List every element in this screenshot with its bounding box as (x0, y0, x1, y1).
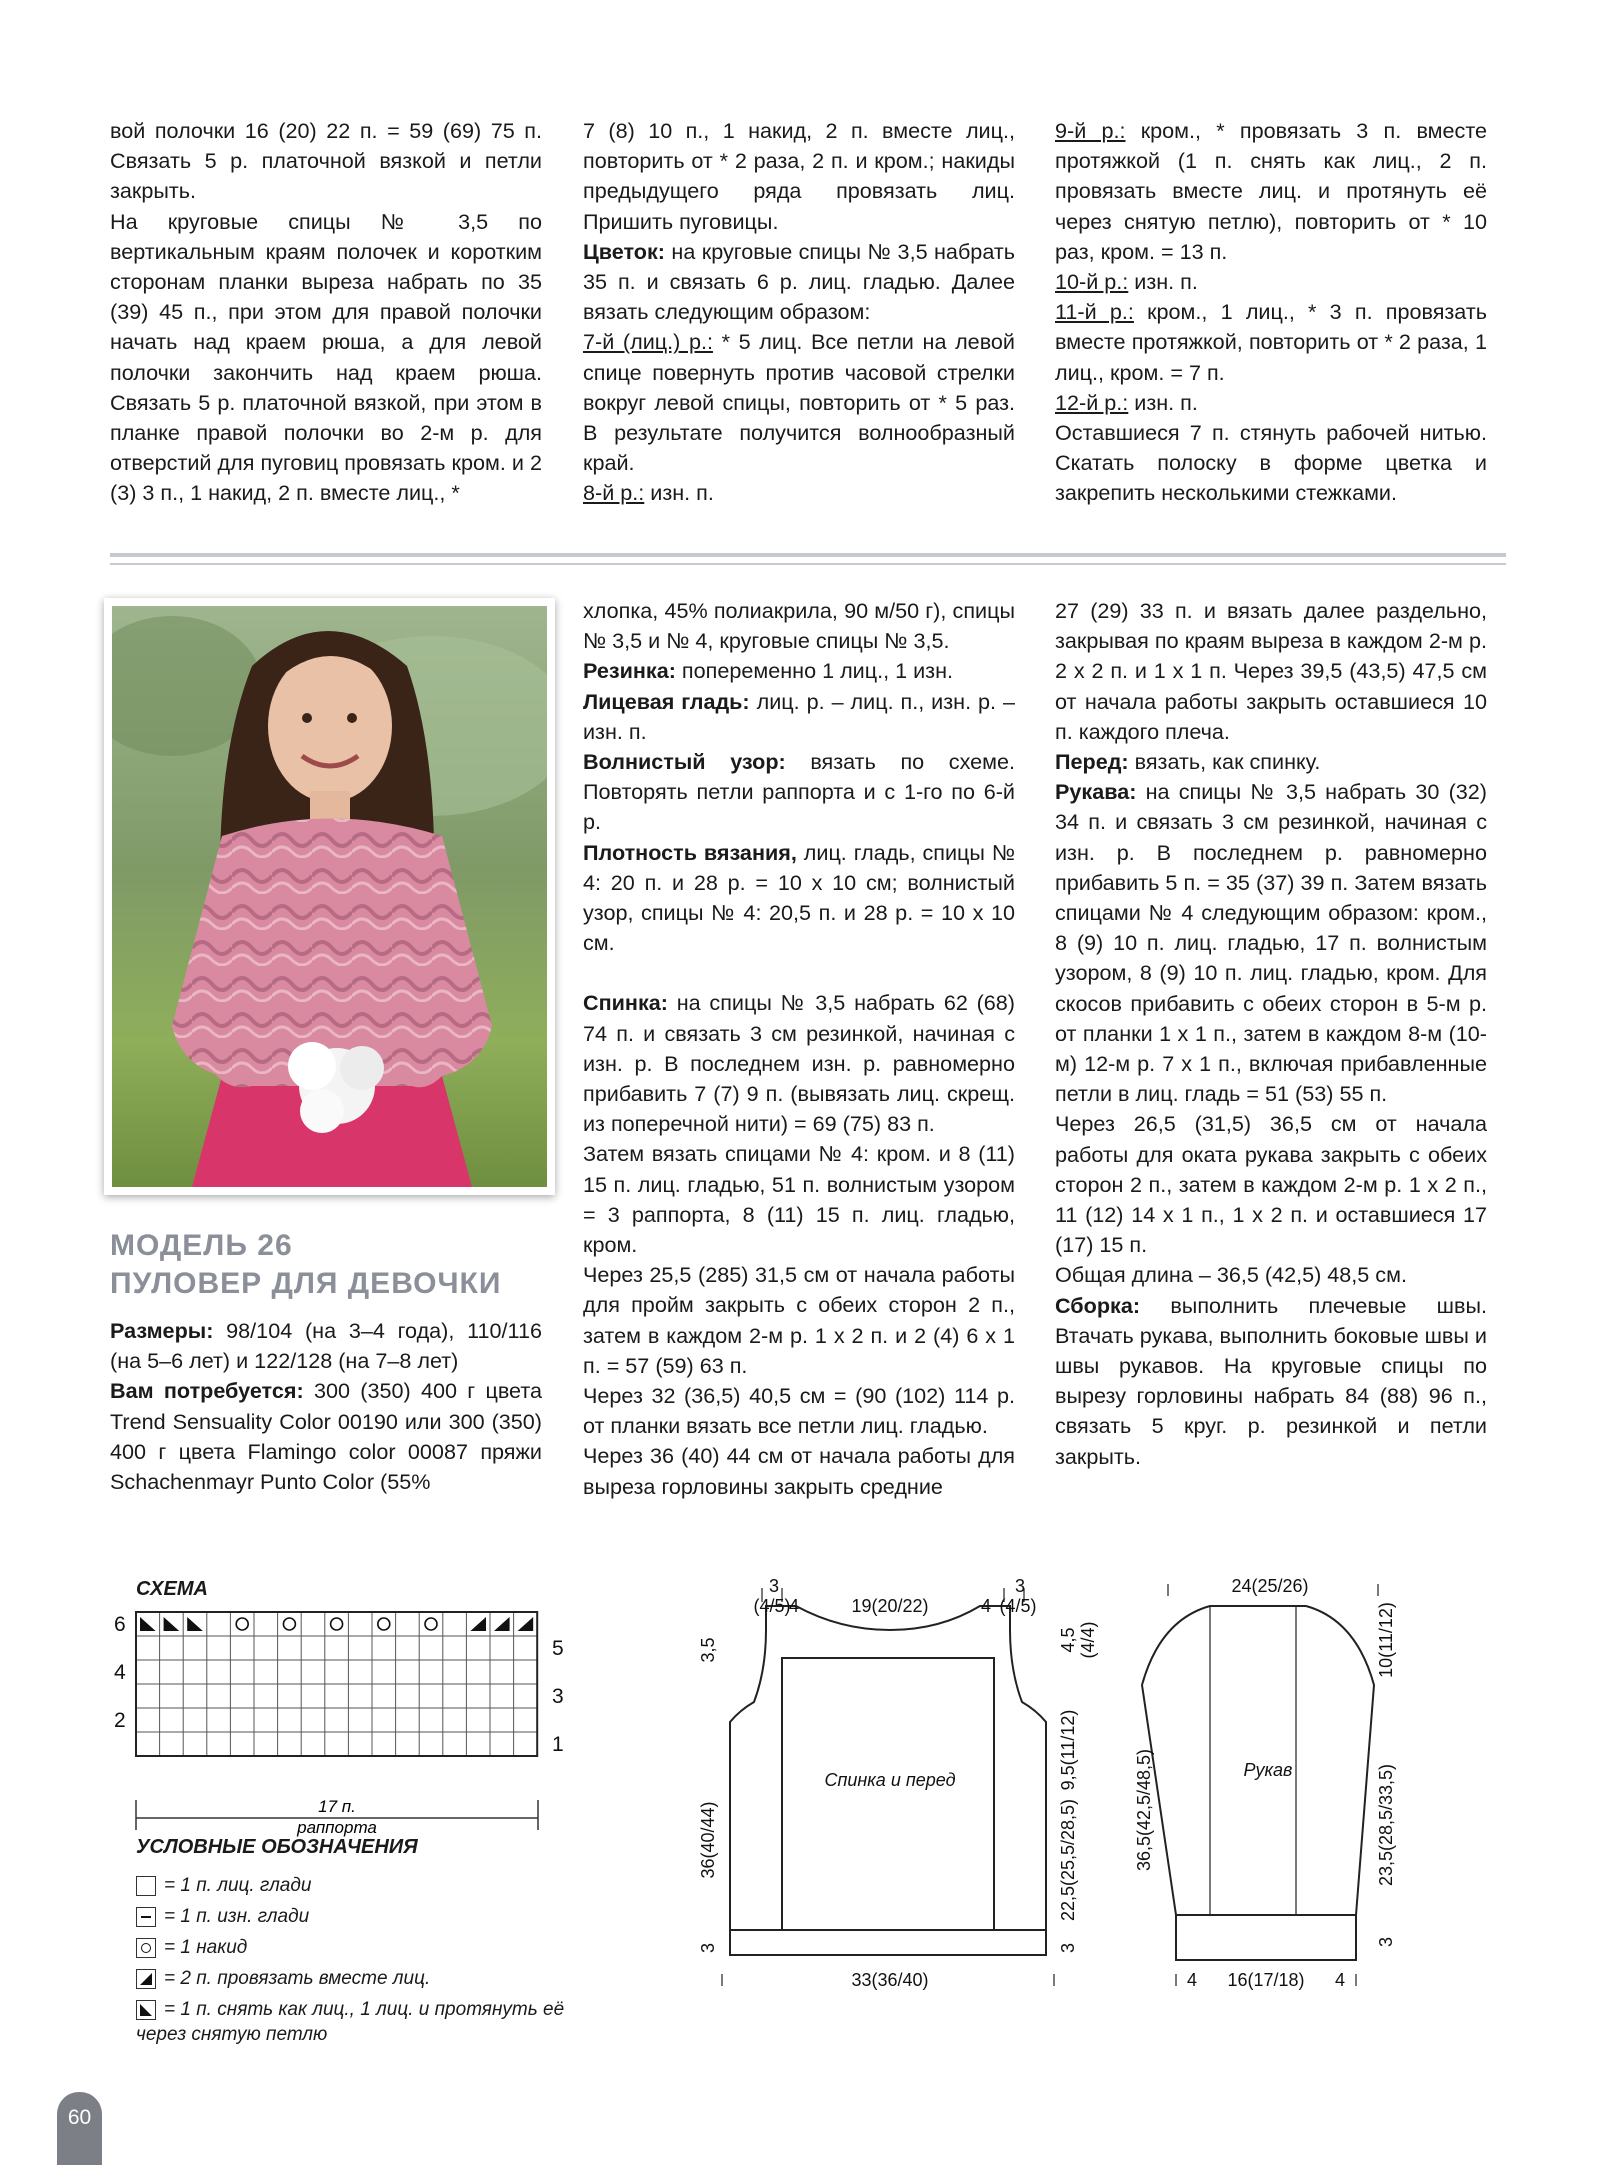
spacer (583, 958, 1015, 988)
paragraph: 27 (29) 33 п. и вязать далее раздельно, закрывая по краям выреза в каждом 2-м р. 2 х 2 п. и 1 х 1 п. Через 39,5 (43,5) 47,5 см от начала работы закрыть оставшиеся 10 п. каждого плеча. (1055, 598, 1487, 744)
assembly-label: Сборка: (1055, 1292, 1141, 1318)
knit-stitch-icon (136, 1876, 156, 1896)
legend-item (136, 1932, 564, 1963)
k2tog-icon (494, 1617, 510, 1631)
front-label: Перед: (1055, 749, 1129, 775)
row7-label: 7-й (лиц.) р.: (583, 329, 713, 355)
paragraph (583, 988, 1015, 1139)
legend-text: = 1 п. изн. глади (164, 1906, 310, 1927)
dim-label: 3 (768, 1576, 780, 1596)
model-photo (104, 598, 555, 1195)
dim-label: 4 (980, 1596, 992, 1616)
title-line-1: МОДЕЛЬ 26 (110, 1229, 293, 1262)
row-label-left: 4 (114, 1661, 126, 1684)
legend-item (136, 1963, 564, 1994)
model-info (110, 1316, 542, 1497)
dim-label: 3 (698, 1942, 718, 1954)
front-text: вязать, как спинку. (1128, 749, 1321, 775)
repeat-label: 17 п. (318, 1797, 356, 1816)
k2tog-icon (518, 1617, 534, 1631)
skpo-icon (187, 1617, 203, 1631)
flower-text: на круговые спицы № 3,5 набрать 35 п. и связать 6 р. лиц. гладью. Далее вязать следующим образом: (583, 238, 1015, 325)
dim-label: 22,5(25,5/28,5) (1058, 1798, 1078, 1922)
row11-label: 11-й р.: (1055, 299, 1134, 325)
mid-column-2 (583, 596, 1015, 1502)
chart-symbols (140, 1617, 533, 1631)
legend-text: = 1 п. лиц. глади (164, 1875, 312, 1896)
model-title (110, 1227, 501, 1303)
sleeve-text: на спицы № 3,5 набрать 30 (32) 34 п. и связать 3 см резинкой, начиная с изн. р. В последнем р. равномерно прибавить 5 п. = 35 (37) 39 п. Затем вязать спицами № 4 следующим образом: кром., 8 (9) 10 п. лиц. гладью, 17 п. волнистым узором, 8 (9) 10 п. лиц. гладью, кром. Для скосов прибавить с обеих сторон в 5-м р. от планки 1 х 1 п., затем в каждом 8-м (10-м) 12-м р. 7 х 1 п., включая прибавленные петли в лиц. гладь = 51 (53) 55 п. (1055, 779, 1487, 1107)
yarn-over-icon (331, 1618, 343, 1630)
schema-title: СХЕМА (136, 1578, 208, 1600)
paragraph (110, 1316, 542, 1376)
paragraph (1055, 388, 1487, 418)
piece-label: Спинка и перед (824, 1770, 956, 1790)
legend-title: УСЛОВНЫЕ ОБОЗНАЧЕНИЯ (136, 1836, 418, 1858)
row-label-left: 2 (114, 1709, 126, 1732)
paragraph (583, 747, 1015, 838)
paragraph (1055, 747, 1487, 777)
divider (110, 563, 1506, 565)
dim-label: 36(40/44) (698, 1801, 718, 1879)
paragraph (1055, 297, 1487, 388)
divider (110, 553, 1506, 557)
dim-label: (4/4) (1078, 1621, 1098, 1659)
dim-label: 16(17/18) (1227, 1970, 1305, 1990)
dim-label: 3 (1376, 1936, 1396, 1948)
skpo-icon (136, 2000, 156, 2020)
yarn-over-icon (136, 1938, 156, 1958)
sleeve-label: Рукава: (1055, 779, 1137, 805)
row12-text: изн. п. (1128, 389, 1198, 415)
row-label-right: 1 (552, 1733, 564, 1756)
dim-label: 24(25/26) (1231, 1576, 1309, 1596)
paragraph: хлопка, 45% полиакрила, 90 м/50 г), спицы № 3,5 и № 4, круговые спицы № 3,5. (583, 598, 1015, 654)
title-line-2: ПУЛОВЕР ДЛЯ ДЕВОЧКИ (110, 1267, 502, 1300)
legend-item (136, 1870, 564, 1901)
dim-label: 3 (1058, 1942, 1078, 1954)
yarn-over-icon (425, 1618, 437, 1630)
stock-text: лиц. р. – лиц. п., изн. р. – изн. п. (583, 688, 1016, 744)
body-pattern-diagram (690, 1570, 1130, 2010)
paragraph (110, 1376, 542, 1497)
paragraph: Через 25,5 (285) 31,5 см от начала работы для пройм закрыть с обеих сторон 2 п., затем в каждом 2-м р. 1 х 2 п. и 2 (4) 6 х 1 п. = 57 (59) 63 п. (583, 1262, 1015, 1378)
dim-label: 36,5(42,5/48,5) (1134, 1748, 1154, 1872)
mid-column-3 (1055, 596, 1487, 1472)
paragraph (583, 687, 1015, 747)
legend-text: = 1 п. снять как лиц., 1 лиц. и протянуть её (164, 1999, 565, 2020)
flower-label: Цветок: (583, 238, 665, 264)
sizes-label: Размеры: (110, 1318, 214, 1343)
yarn-over-icon (236, 1618, 248, 1630)
paragraph (1055, 267, 1487, 297)
paragraph: Оставшиеся 7 п. стянуть рабочей нитью. Скатать полоску в форме цветка и закрепить несколькими стежками. (1055, 420, 1487, 506)
paragraph (1055, 1291, 1487, 1472)
paragraph (583, 237, 1015, 328)
paragraph: Через 32 (36,5) 40,5 см = (90 (102) 114 р. от планки вязать все петли лиц. гладью. (583, 1383, 1015, 1439)
dim-label: 19(20/22) (851, 1596, 929, 1616)
paragraph: 7 (8) 10 п., 1 накид, 2 п. вместе лиц., повторить от * 2 раза, 2 п. и кром.; накиды предыдущего ряда провязать лиц. Пришить пуговицы. (583, 118, 1015, 234)
density-label: Плотность вязания, (583, 839, 797, 865)
dim-label: 3,5 (698, 1637, 718, 1663)
repeat-label: раппорта (297, 1818, 377, 1837)
paragraph: вой полочки 16 (20) 22 п. = 59 (69) 75 п. Связать 5 р. платочной вязкой и петли закрыть. (110, 118, 542, 204)
dim-label: 10(11/12) (1376, 1602, 1396, 1678)
paragraph (1055, 116, 1487, 267)
row9-text: кром., * провязать 3 п. вместе протяжкой (1 п. снять как лиц., 2 п. провязать вместе лиц. и протянуть её через снятую петлю), повторить от * 10 раз, кром. = 13 п. (1055, 118, 1487, 264)
paragraph (583, 656, 1015, 686)
purl-stitch-icon (136, 1907, 156, 1927)
stock-label: Лицевая гладь: (583, 688, 750, 714)
girl-photo-illustration (112, 606, 547, 1187)
top-column-2 (583, 116, 1015, 509)
wave-text: вязать по схеме. Повторять петли раппорта и с 1-го по 6-й р. (583, 749, 1015, 835)
row10-label: 10-й р.: (1055, 269, 1129, 295)
need-text: 300 (350) 400 г цвета Trend Sensuality Color 00190 или 300 (350) 400 г цвета Flamingo color 00087 пряжи Schachenmayr Punto Color (55% (110, 1378, 543, 1495)
rib-text: попеременно 1 лиц., 1 изн. (675, 658, 954, 684)
row-label-right: 5 (552, 1637, 564, 1660)
skpo-icon (164, 1617, 180, 1631)
row12-label: 12-й р.: (1055, 389, 1129, 415)
dim-label: 33(36/40) (851, 1970, 929, 1990)
skpo-icon (140, 1617, 156, 1631)
body-inner (782, 1658, 994, 1930)
paragraph: Через 36 (40) 44 см от начала работы для выреза горловины закрыть средние (583, 1443, 1015, 1499)
rib-label: Резинка: (583, 658, 676, 684)
dim-label: 3 (1014, 1576, 1026, 1596)
k2tog-icon (136, 1969, 156, 1989)
piece-label: Рукав (1243, 1760, 1293, 1780)
paragraph: Общая длина – 36,5 (42,5) 48,5 см. (1055, 1262, 1407, 1288)
row-label-right: 3 (552, 1685, 564, 1708)
paragraph: Затем вязать спицами № 4: кром. и 8 (11) 15 п. лиц. гладью, 51 п. волнистым узором = 3 раппорта, 8 (11) 15 п. лиц. гладью, кром. (583, 1141, 1015, 1258)
paragraph (583, 838, 1015, 959)
dim-label: 4 (1186, 1970, 1198, 1990)
page-number: 60 (57, 2092, 102, 2165)
paragraph: На круговые спицы № 3,5 по вертикальным краям полочек и коротким сторонам планки выреза набрать по 35 (39) 45 п., при этом для правой полочки начать над краем рюша, а для левой полочки закончить над краем рюша. Связать 5 р. платочной вязкой, при этом в планке правой полочки во 2-м р. для отверстий для пуговиц провязать кром. и 2 (3) 3 п., 1 накид, 2 п. вместе лиц., * (110, 208, 542, 506)
sizes-text: 98/104 (на 3–4 года), 110/116 (на 5–6 лет) и 122/128 (на 7–8 лет) (110, 1318, 542, 1374)
paragraph: Через 26,5 (31,5) 36,5 см от начала работы для оката рукава закрыть с обеих сторон 2 п., затем в каждом 2-м р. 1 х 2 п., 11 (12) 14 х 1 п., 1 х 2 п. и оставшиеся 17 (17) 15 п. (1055, 1111, 1487, 1258)
dim-label: 23,5(28,5/33,5) (1376, 1763, 1396, 1887)
top-column-1 (110, 116, 542, 509)
sleeve-outline (1142, 1606, 1374, 1960)
dim-label: 9,5(11/12) (1058, 1709, 1078, 1791)
dim-label: 4,5 (1058, 1627, 1078, 1653)
dim-label: (4/5) (999, 1596, 1037, 1616)
need-label: Вам потребуется: (110, 1378, 304, 1404)
paragraph (583, 327, 1015, 478)
back-label: Спинка: (583, 990, 668, 1016)
legend-text: через снятую петлю (136, 2024, 328, 2045)
dim-label: 4 (788, 1596, 800, 1616)
density-text: лиц. гладь, спицы № 4: 20 п. и 28 р. = 10 х 10 см; волнистый узор, спицы № 4: 20,5 п. и 28 р. = 10 х 10 см. (583, 839, 1015, 956)
wave-label: Волнистый узор: (583, 749, 786, 775)
row11-text: кром., 1 лиц., * 3 п. провязать вместе протяжкой, повторить от * 2 раза, 1 лиц., кром. = 7 п. (1055, 299, 1487, 385)
dim-label: (4/5) (753, 1596, 791, 1616)
row8-text: изн. п. (644, 480, 714, 506)
row8-label: 8-й р.: (583, 480, 645, 506)
sleeve-pattern-diagram (1120, 1570, 1420, 2010)
k2tog-icon (470, 1617, 486, 1631)
top-column-3 (1055, 116, 1487, 509)
row9-label: 9-й р.: (1055, 118, 1126, 143)
legend-item (136, 1901, 564, 1932)
legend-text: = 1 накид (164, 1937, 248, 1958)
assembly-text: выполнить плечевые швы. Втачать рукава, выполнить боковые швы и швы рукавов. На круговые спицы по вырезу горловины набрать 84 (88) 96 п., связать 5 круг. р. резинкой и петли закрыть. (1055, 1292, 1487, 1469)
row10-text: изн. п. (1128, 269, 1198, 295)
row7-text: * 5 лиц. Все петли на левой спице повернуть против часовой стрелки вокруг левой спицы, повторить от * 5 раз. В результате получится волнообразный край. (583, 329, 1015, 476)
chart-grid (136, 1612, 537, 1756)
back-text: на спицы № 3,5 набрать 62 (68) 74 п. и связать 3 см резинкой, начиная с изн. р. В последнем изн. р. равномерно прибавить 7 (7) 9 п. (вывязать лиц. скрещ. из поперечной нити) = 69 (75) 83 п. (583, 990, 1015, 1137)
stitch-chart (110, 1600, 580, 1840)
legend-text: = 2 п. провязать вместе лиц. (164, 1968, 431, 1989)
row-label-left: 6 (114, 1613, 126, 1636)
legend (136, 1870, 564, 2050)
paragraph (583, 478, 1015, 508)
yarn-over-icon (283, 1618, 295, 1630)
yarn-over-icon (378, 1618, 390, 1630)
dim-label: 4 (1334, 1970, 1346, 1990)
paragraph (1055, 777, 1487, 1109)
